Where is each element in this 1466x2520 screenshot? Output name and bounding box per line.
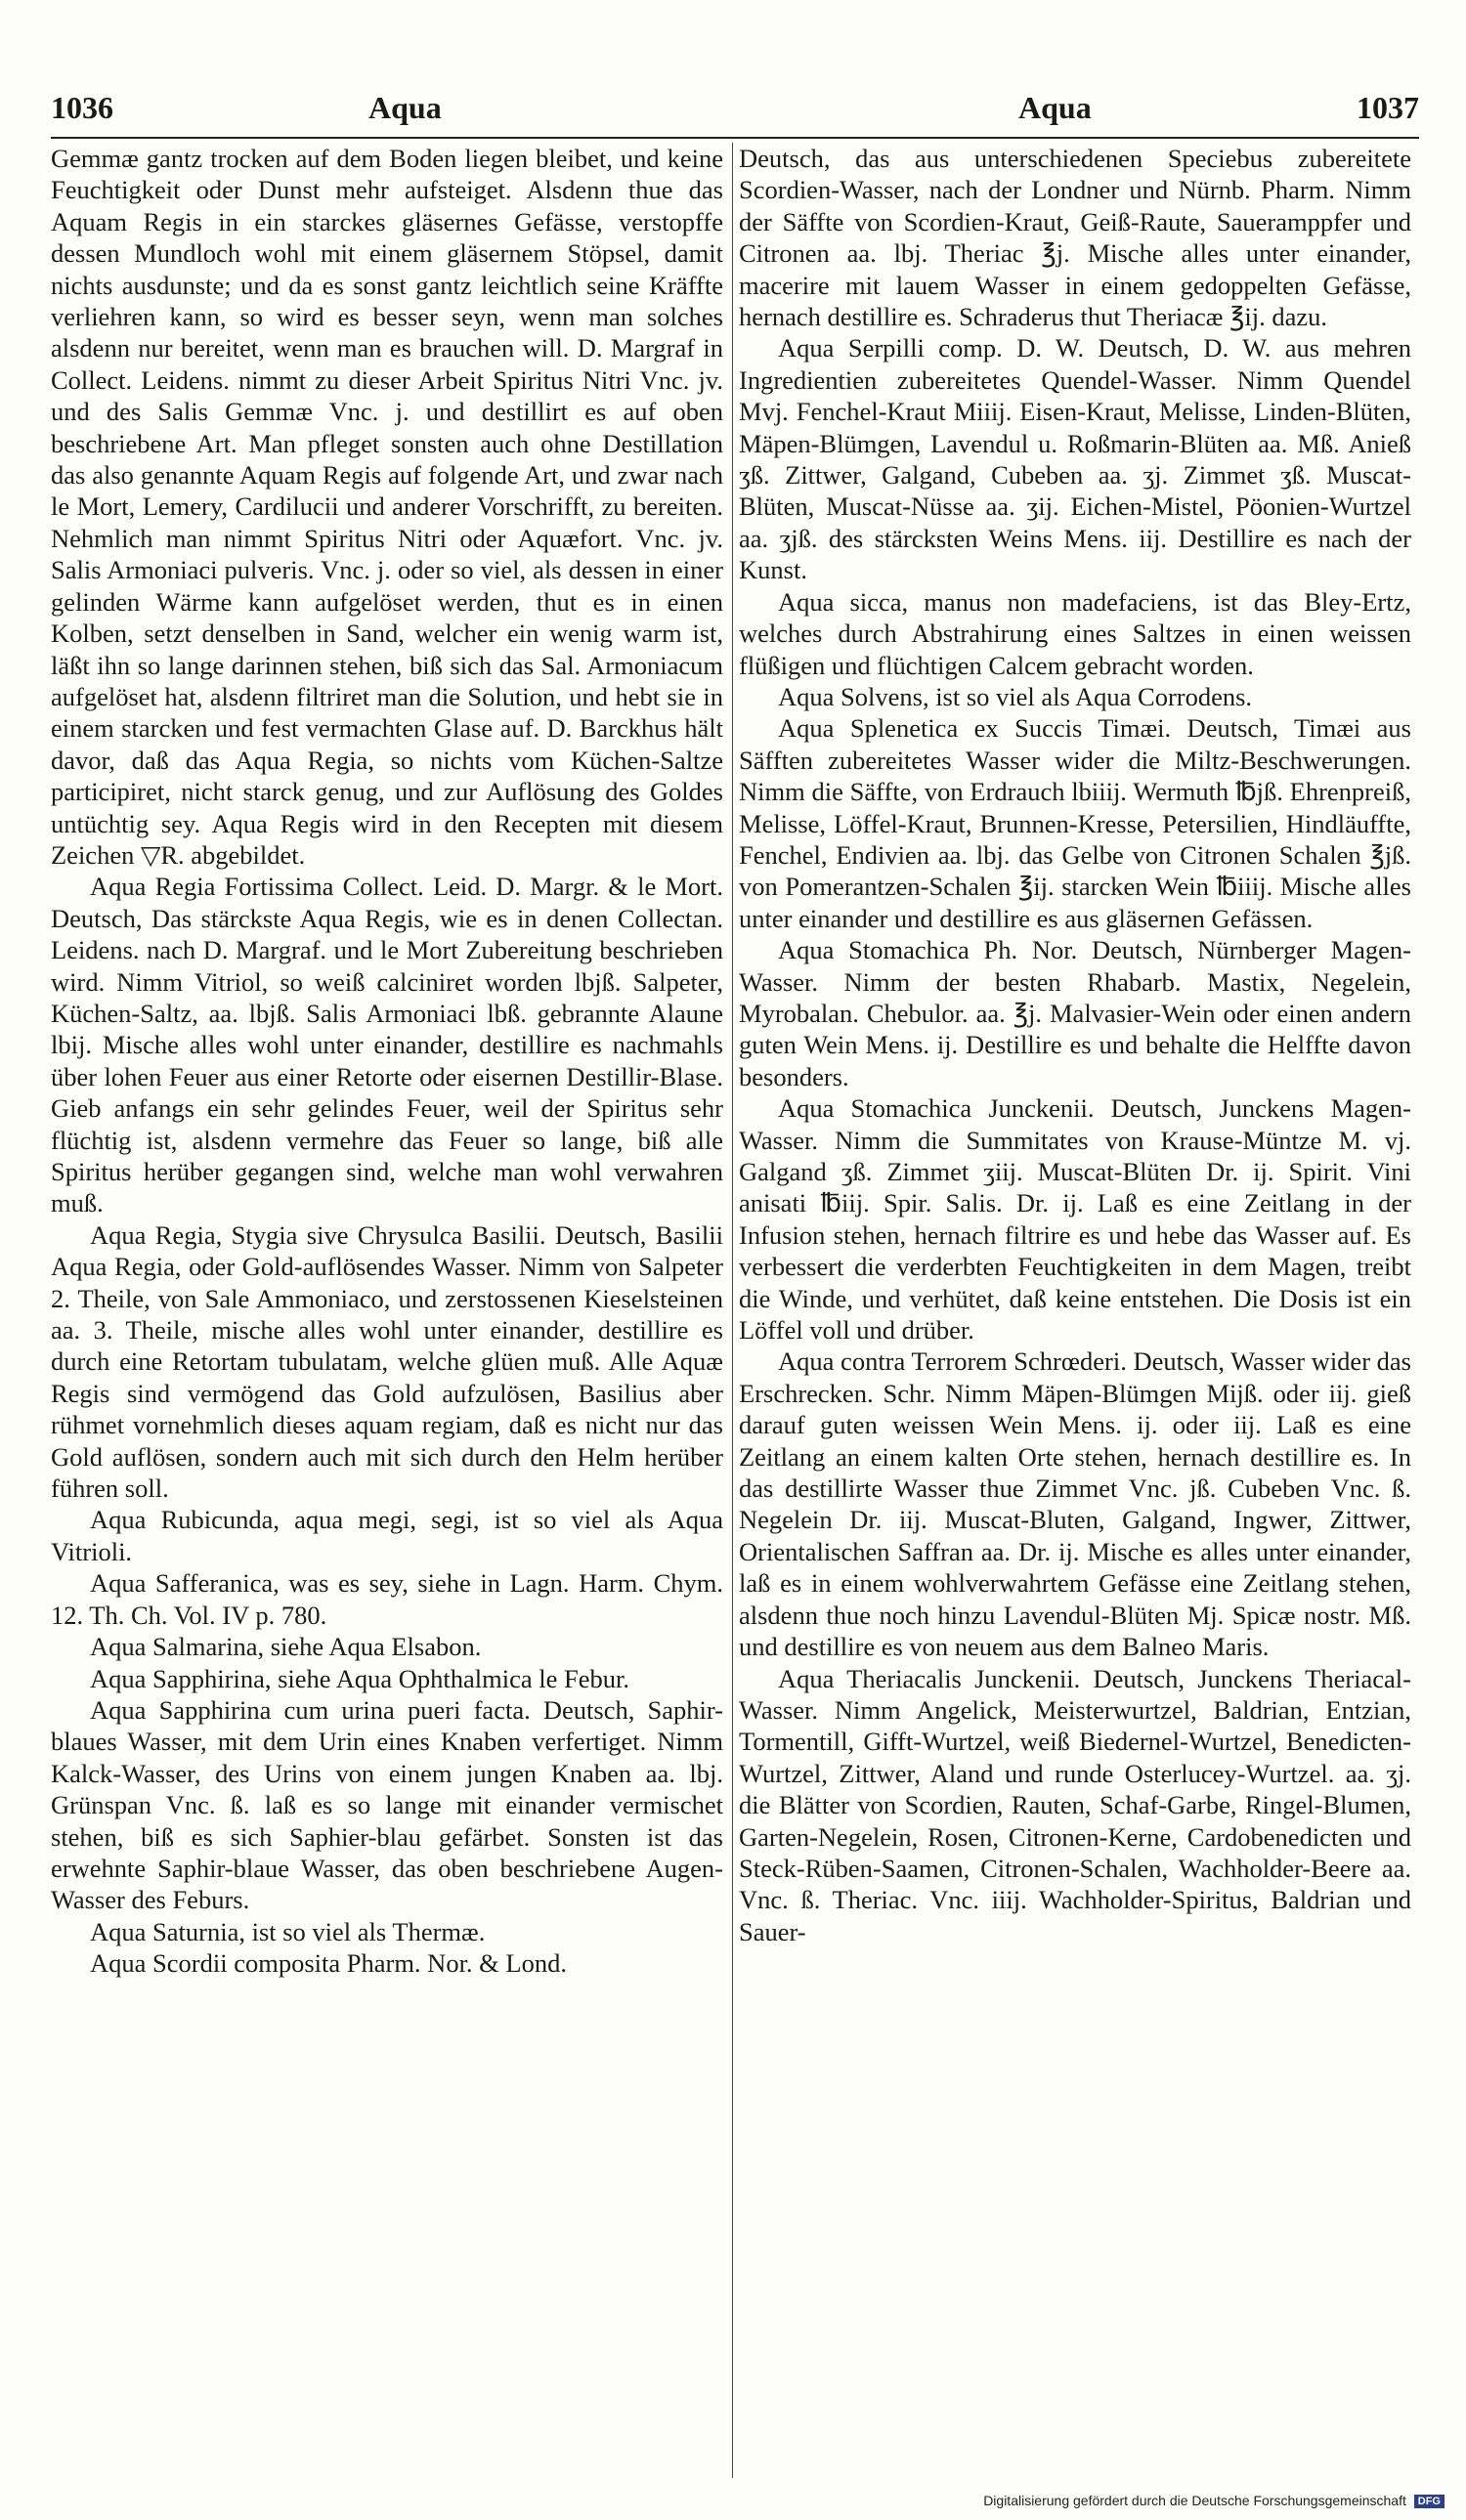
entry: Aqua Saturnia, ist so viel als Thermæ. bbox=[90, 1916, 486, 1946]
digitization-credit bbox=[983, 2493, 1444, 2508]
credit-text: Digitalisierung gefördert durch die Deutsche Forschungsgemeinschaft bbox=[983, 2492, 1406, 2508]
entry: Aqua sicca, manus non madefaciens, ist das Bley-Ertz, welches durch Abstrahirung eines Saltzes in einen weissen flüßigen und flüchtigen Calcem gebracht worden. bbox=[739, 586, 1411, 680]
left-page-number: 1036 bbox=[51, 90, 113, 125]
entry: Aqua Salmarina, siehe Aqua Elsabon. bbox=[90, 1632, 482, 1662]
entry: Aqua Safferanica, was es sey, siehe in Lagn. Harm. Chym. 12. Th. Ch. Vol. IV p. 780. bbox=[51, 1568, 723, 1630]
entry: Aqua Stomachica Ph. Nor. Deutsch, Nürnberger Magen-Wasser. Nimm der besten Rhabarb. Mastix, Negelein, Myrobalan. Chebulor. aa. ℥j. Malvasier-Wein oder einen andern guten Wein Mens. ij. Destillire es und behalte die Helffte davon besonders. bbox=[739, 935, 1411, 1091]
left-running-title: Aqua bbox=[368, 90, 442, 125]
right-running-title: Aqua bbox=[1018, 90, 1092, 125]
entry: Aqua Splenetica ex Succis Timæi. Deutsch, Timæi aus Säfften zubereitetes Wasser wider die Miltz-Beschwerungen. Nimm die Säffte, von Erdrauch lbiiij. Wermuth ℔jß. Ehrenpreiß, Melisse, Löffel-Kraut, Brunnen-Kresse, Petersilien, Hindläuffte, Fenchel, Endivien aa. lbj. das Gelbe von Citronen Schalen ℥jß. von Pomerantzen-Schalen ℥ij. starcken Wein ℔iiij. Mische alles unter einander und destillire es aus gläsernen Gefässen. bbox=[739, 713, 1411, 933]
entry: Aqua Sapphirina cum urina pueri facta. Deutsch, Saphir-blaues Wasser, mit dem Urin eines Knaben verfertiget. Nimm Kalck-Wasser, des Urins von einem jungen Knaben aa. lbj. Grünspan Vnc. ß. laß es so lange mit einander vermischet stehen, biß es sich Saphier-blau gefärbet. Sonsten ist das erwehnte Saphir-blaue Wasser, das oben beschriebene Augen-Wasser des Feburs. bbox=[51, 1694, 723, 1915]
entry: Aqua Regia, Stygia sive Chrysulca Basilii. Deutsch, Basilii Aqua Regia, oder Gold-auflösendes Wasser. Nimm von Salpeter 2. Theile, von Sale Ammoniaco, und zerstossenen Kieselsteinen aa. 3. Theile, mische alles wohl unter einander, destillire es durch eine Retortam tubulatam, welche glüen muß. Alle Aquæ Regis sind vermögend das Gold aufzulösen, Basilius aber rühmet vornehmlich dieses aquam regiam, daß es nicht nur das Gold auflösen, sondern auch mit sich durch den Helm herüber führen soll. bbox=[51, 1219, 723, 1504]
right-text-column bbox=[739, 143, 1411, 2478]
entry: Aqua Stomachica Junckenii. Deutsch, Junckens Magen-Wasser. Nimm die Summitates von Krause-Müntze M. vj. Galgand ʒß. Zimmet ʒiij. Muscat-Blüten Dr. ij. Spirit. Vini anisati ℔iij. Spir. Salis. Dr. ij. Laß es eine Zeitlang in der Infusion stehen, hernach filtrire es und hebe das Wasser auf. Es verbessert die verderbten Feuchtigkeiten in dem Magen, treibt die Winde, und verhütet, daß keine entstehen. Die Dosis ist ein Löffel voll und drüber. bbox=[739, 1093, 1411, 1345]
column-divider bbox=[732, 143, 733, 2478]
entry: Aqua Scordii composita Pharm. Nor. & Lond. bbox=[90, 1948, 567, 1979]
left-text-column bbox=[51, 143, 723, 2478]
running-header bbox=[51, 90, 1419, 137]
entry: Aqua Theriacalis Junckenii. Deutsch, Junckens Theriacal-Wasser. Nimm Angelick, Meisterwurtzel, Baldrian, Entzian, Tormentill, Gifft-Wurtzel, weiß Biedernel-Wurtzel, Benedicten-Wurtzel, Zittwer, Aland und runde Osterlucey-Wurtzel. aa. ʒj. die Blätter von Scordien, Rauten, Schaf-Garbe, Ringel-Blumen, Garten-Negelein, Rosen, Citronen-Kerne, Cardobenedicten und Steck-Rüben-Saamen, Citronen-Schalen, Wachholder-Beere aa. Vnc. ß. Theriac. Vnc. iiij. Wachholder-Spiritus, Baldrian und Sauer- bbox=[739, 1663, 1411, 1946]
entry: Aqua Rubicunda, aqua megi, segi, ist so viel als Aqua Vitrioli. bbox=[51, 1505, 723, 1566]
dfg-logo: DFG bbox=[1414, 2495, 1444, 2508]
entry: Deutsch, das aus unterschiedenen Speciebus zubereitete Scordien-Wasser, nach der Londner und Nürnb. Pharm. Nimm der Säffte von Scordien-Kraut, Geiß-Raute, Saueramppfer und Citronen aa. lbj. Theriac ℥j. Mische alles unter einander, macerire mit lauem Wasser in einem gedoppelten Gefässe, hernach destillire es. Schraderus thut Theriacæ ℥ij. dazu. bbox=[739, 144, 1411, 332]
entry: Gemmæ gantz trocken auf dem Boden liegen bleibet, und keine Feuchtigkeit oder Dunst mehr aufsteiget. Alsdenn thue das Aquam Regis in ein starckes gläsernes Gefässe, verstopffe dessen Mundloch wohl mit einem gläsernem Stöpsel, damit nichts ausdunste; und da es sonst gantz leichtlich seine Kräffte verliehren kann, so wird es besser seyn, wenn man solches alsdenn nur bereitet, wenn man es brauchen will. D. Margraf in Collect. Leidens. nimmt zu dieser Arbeit Spiritus Nitri Vnc. jv. und des Salis Gemmæ Vnc. j. und destillirt es auf oben beschriebene Art. Man pfleget sonsten auch ohne Destillation das also genannte Aquam Regis auf folgende Art, und zwar nach le Mort, Lemery, Cardilucii und anderer Vorschrifft, zu bereiten. Nehmlich man nimmt Spiritus Nitri oder Aquæfort. Vnc. jv. Salis Armoniaci pulveris. Vnc. j. oder so viel, als dessen in einer gelinden Wärme kann aufgelöset werden, thut es in einen Kolben, setzt denselben in Sand, welcher ein wenig warm ist, läßt ihn so lange darinnen stehen, biß sich das Sal. Armoniacum aufgelöset hat, alsdenn filtriret man die Solution, und hebt sie in einem starcken und fest vermachten Glase auf. D. Barckhus hält davor, daß das Aqua Regia, so nichts vom Küchen-Saltze participiret, nicht starck genug, und zur Auflösung des Goldes untüchtig sey. Aqua Regis wird in den Recepten mit diesem Zeichen ▽R. abgebildet. bbox=[51, 144, 723, 870]
entry: Aqua Regia Fortissima Collect. Leid. D. Margr. & le Mort. Deutsch, Das stärckste Aqua Regis, wie es in denen Collectan. Leidens. nach D. Margraf. und le Mort Zubereitung beschrieben wird. Nimm Vitriol, so weiß calciniret worden lbjß. Salpeter, Küchen-Saltz, aa. lbjß. Salis Armoniaci lbß. gebrannte Alaune lbij. Mische alles wohl unter einander, destillire es nachmahls über lohen Feuer aus einer Retorte oder eisernen Destillir-Blase. Gieb anfangs ein sehr gelindes Feuer, weil der Spiritus sehr flüchtig ist, alsdenn vermehre das Feuer so lange, biß alle Spiritus herüber gegangen sind, welche man wohl verwahren muß. bbox=[51, 872, 723, 1218]
right-page-number: 1037 bbox=[1357, 90, 1419, 125]
entry: Aqua Sapphirina, siehe Aqua Ophthalmica le Febur. bbox=[90, 1663, 629, 1693]
entry: Aqua contra Terrorem Schrœderi. Deutsch, Wasser wider das Erschrecken. Schr. Nimm Mäpen-Blümgen Mijß. oder iij. gieß darauf guten weissen Wein Mens. ij. oder iij. Laß es eine Zeitlang an einem kalten Orte stehen, hernach destillire es. In das destillirte Wasser thue Zimmet Vnc. jß. Cubeben Vnc. ß. Negelein Dr. iij. Muscat-Bluten, Galgand, Ingwer, Zittwer, Orientalischen Saffran aa. Dr. ij. Mische es alles unter einander, laß es in einem wohlverwahrtem Gefässe eine Zeitlang stehen, alsdenn thue noch hinzu Lavendul-Blüten Mj. Spicæ nostr. Mß. und destillire es von neuem aus dem Balneo Maris. bbox=[739, 1346, 1411, 1662]
entry: Aqua Solvens, ist so viel als Aqua Corrodens. bbox=[778, 681, 1253, 711]
entry: Aqua Serpilli comp. D. W. Deutsch, D. W. aus mehren Ingredientien zubereitetes Quendel-Wasser. Nimm Quendel Mvj. Fenchel-Kraut Miiij. Eisen-Kraut, Melisse, Linden-Blüten, Mäpen-Blümgen, Lavendul u. Roßmarin-Blüten aa. Mß. Anieß ʒß. Zittwer, Galgand, Cubeben aa. ʒj. Zimmet ʒß. Muscat-Blüten, Muscat-Nüsse aa. ʒij. Eichen-Mistel, Pöonien-Wurtzel aa. ʒjß. des stärcksten Weins Mens. iij. Destillire es nach der Kunst. bbox=[739, 333, 1411, 585]
header-rule bbox=[51, 137, 1419, 139]
